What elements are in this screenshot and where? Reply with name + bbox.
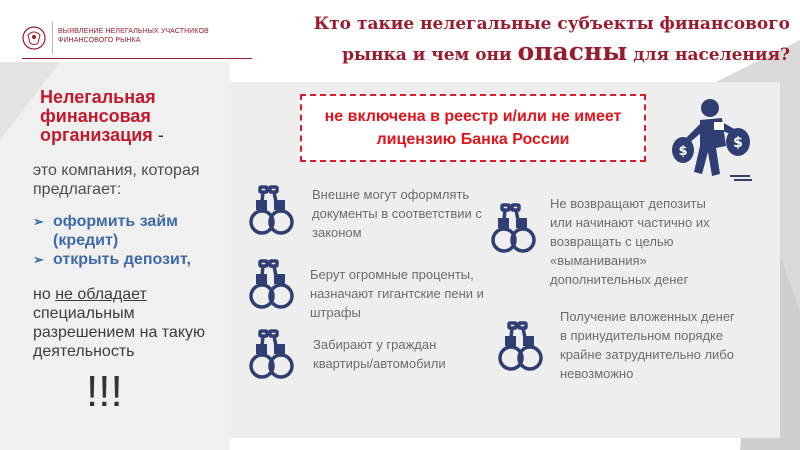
offer-item-label: открыть депозит, [53, 251, 191, 268]
definition-dash: - [157, 125, 164, 145]
feature-text: Берут огромные проценты, назначают гигантские пени и штрафы [310, 267, 484, 320]
arrow-bullet-icon: ➢ [33, 252, 44, 267]
page-title [250, 10, 790, 69]
handcuffs-icon [248, 258, 294, 320]
title-line2-end: для населения? [633, 45, 790, 65]
feature-text: Получение вложенных денег в принудительном порядке крайне затруднительно либо невозможно [560, 309, 735, 381]
feature-text: Забирают у граждан квартиры/автомобили [313, 337, 446, 371]
title-line1: Кто такие нелегальные субъекты финансового [313, 14, 790, 34]
exclamation-marks: !!! [86, 367, 123, 416]
title-line2: рынка и чем они [342, 45, 512, 65]
definition-heading [40, 88, 230, 145]
handcuffs-icon [497, 320, 543, 382]
logo-caption [58, 27, 209, 45]
feature-text: Внешне могут оформлять документы в соответствии с законом [312, 187, 482, 240]
svg-text:$: $ [733, 135, 743, 151]
logo-caption-line1: ВЫЯВЛЕНИЕ НЕЛЕГАЛЬНЫХ УЧАСТНИКОВ [58, 28, 209, 35]
definition-term: Нелегальная финансовая организация [40, 87, 156, 145]
footer-post: специальным разрешением на такую деятельность [33, 305, 206, 360]
header-underline [22, 58, 252, 59]
svg-text:$: $ [678, 144, 688, 159]
handcuffs-icon [248, 184, 294, 246]
definition-footer [33, 285, 233, 361]
definition-intro: это компания, которая предлагает: [33, 162, 200, 198]
logo-divider [52, 22, 53, 54]
offer-item-label: оформить займ (кредит) [53, 213, 178, 249]
title-emphasis: опасны [517, 37, 628, 66]
logo-caption-line2: ФИНАНСОВОГО РЫНКА [58, 37, 141, 44]
license-callout: не включена в реестр и/или не имеет лицензию Банка России [300, 94, 646, 162]
feature-text: Не возвращают депозиты или начинают частично их возвращать с целью «выманивания» дополнительных денег [550, 196, 710, 287]
footer-underlined: не обладает [55, 286, 147, 303]
handcuffs-icon [248, 328, 294, 390]
bank-emblem-icon [22, 26, 46, 50]
offer-item-loan [33, 212, 243, 250]
offer-item-deposit [33, 250, 243, 269]
arrow-bullet-icon: ➢ [33, 214, 44, 229]
thief-with-money-bags-icon [670, 94, 752, 184]
footer-pre: но [33, 286, 51, 303]
offer-list [33, 212, 243, 269]
handcuffs-icon [490, 202, 536, 264]
